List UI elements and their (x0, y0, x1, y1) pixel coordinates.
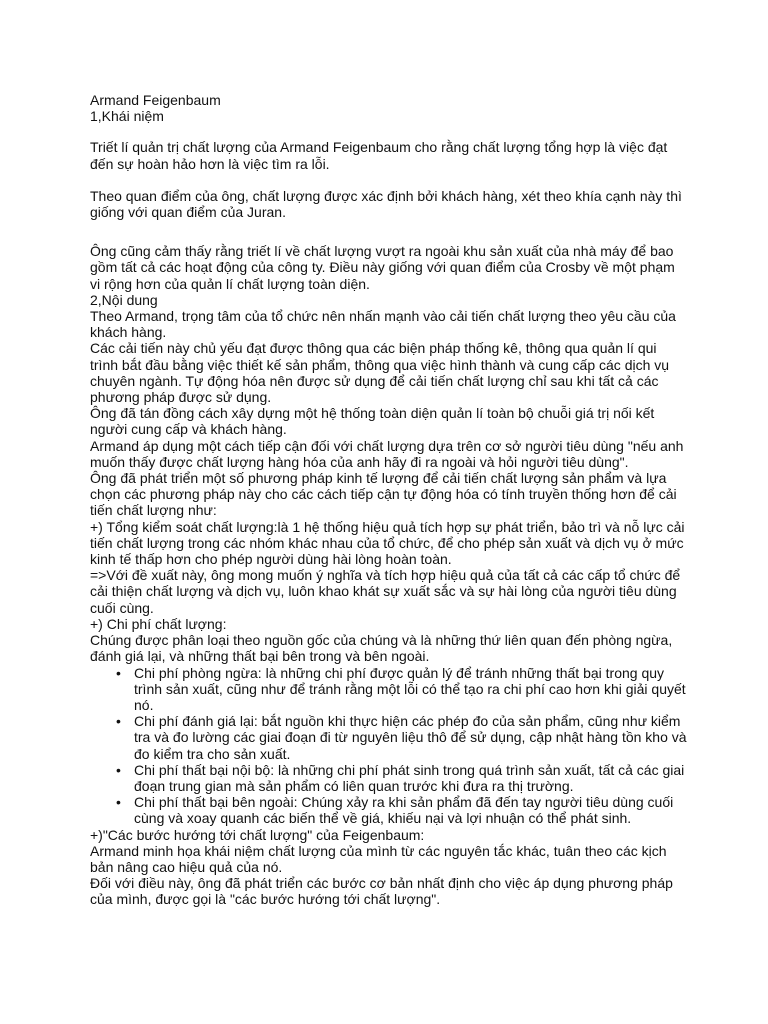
section2-heading: 2,Nội dung (90, 291, 158, 308)
list-item: • Chi phí phòng ngừa: là những chi phí được quản lý để tránh những thất bại trong quy trình sản xuất, cũng như để tránh rằng một lỗi có thể tạo ra chi phí cao hơn khi giải quyết nó. (134, 665, 688, 714)
paragraph-proposal: =>Với đề xuất này, ông mong muốn ý nghĩa và tích hợp hiệu quả của tất cả các cấp tổ chức để cải thiện chất lượng và dịch vụ, luôn khao khát sự xuất sắc và sự hài lòng của người tiêu dùng cuối cùng. (90, 567, 681, 616)
spacer (90, 220, 688, 243)
paragraph-intro: Triết lí quản trị chất lượng của Armand Feigenbaum cho rằng chất lượng tổng hợp là việc đạt đến sự hoàn hảo hơn là việc tìm ra lỗi. (90, 139, 668, 172)
paragraph-illustration: Armand minh họa khái niệm chất lượng của mình từ các nguyên tắc khác, tuân theo các kịch bản nâng cao hiệu quả của nó. (90, 842, 667, 875)
list-item: • Chi phí thất bại bên ngoài: Chúng xảy ra khi sản phẩm đã đến tay người tiêu dùng cuối cùng và xoay quanh các biến thể về giá, khiếu nại và lợi nhuận có thể phát sinh. (134, 794, 688, 826)
paragraph-customer-view: Theo quan điểm của ông, chất lượng được xác định bởi khách hàng, xét theo khía cạnh này thì giống với quan điểm của Juran. (90, 187, 682, 221)
paragraph-steps-heading: +)"Các bước hướng tới chất lượng" của Feigenbaum: (90, 826, 425, 843)
list-item: • Chi phí đánh giá lại: bắt nguồn khi thực hiện các phép đo của sản phẩm, cũng như kiểm tra và đo lường các giai đoạn đi từ nguyên liệu thô để sử dụng, cập nhật hàng tồn kho và đo kiểm tra cho sản xuất. (134, 713, 688, 762)
cost-bullet-list (90, 665, 688, 827)
paragraph-consumer-approach: Armand áp dụng một cách tiếp cận đối với chất lượng dựa trên cơ sở người tiêu dùng "nếu anh muốn thấy được chất lượng hàng hóa của anh hãy đi ra ngoài và hỏi người tiêu dùng". (90, 437, 684, 470)
paragraph-classification: Chúng được phân loại theo nguồn gốc của chúng và là những thứ liên quan đến phòng ngừa, đánh giá lại, và những thất bại bên trong và bên ngoài. (90, 632, 673, 665)
paragraph-econometric: Ông đã phát triển một số phương pháp kinh tế lượng để cải tiến chất lượng sản phẩm và lựa chọn các phương pháp này cho các cách tiếp cận tự động hóa có tính truyền thống hơn để cải tiến chất lượng như: (90, 470, 677, 519)
document-title: Armand Feigenbaum (90, 92, 221, 108)
paragraph-total-quality-control: +) Tổng kiểm soát chất lượng:là 1 hệ thống hiệu quả tích hợp sự phát triển, bảo trì và nỗ lực cải tiến chất lượng trong các nhóm khác nhau của tổ chức, để cho phép sản xuất và dịch vụ ở mức kinh tế thấp hơn cho phép người dùng hài lòng hoàn toàn. (90, 518, 685, 568)
paragraph-scope: Ông cũng cảm thấy rằng triết lí về chất lượng vượt ra ngoài khu sản xuất của nhà máy để bao gồm tất cả các hoạt động của công ty. Điều này giống với quan điểm của Crosby về một phạm vi rộng hơn của quản lí chất lượng toàn diện. (90, 243, 675, 292)
spacer (90, 124, 688, 139)
section1-heading: 1,Khái niệm (90, 108, 164, 125)
paragraph-quality-cost-heading: +) Chi phí chất lượng: (90, 615, 227, 632)
paragraph-value-chain: Ông đã tán đồng cách xây dựng một hệ thống toàn diện quản lí toàn bộ chuỗi giá trị nối kết người cung cấp và khách hàng. (90, 405, 655, 438)
paragraph-focus: Theo Armand, trọng tâm của tổ chức nên nhấn mạnh vào cải tiến chất lượng theo yêu cầu của khách hàng. (90, 308, 676, 341)
paragraph-steps-developed: Đối với điều này, ông đã phát triển các bước cơ bản nhất định cho việc áp dụng phương pháp của mình, được gọi là "các bước hướng tới chất lượng". (90, 875, 673, 908)
list-item: • Chi phí thất bại nội bộ: là những chi phí phát sinh trong quá trình sản xuất, tất cả các giai đoạn trung gian mà sản phẩm có liên quan trước khi đưa ra thị trường. (134, 762, 688, 794)
spacer (90, 172, 688, 188)
paragraph-improvements: Các cải tiến này chủ yếu đạt được thông qua các biện pháp thống kê, thông qua quản lí qui trình bắt đầu bằng việc thiết kế sản phẩm, thông qua việc hình thành và cung cấp các dịch vụ chuyên ngành. Tự động hóa nên được sử dụng để cải tiến chất lượng chỉ sau khi tất cả các phương pháp được sử dụng. (90, 340, 670, 406)
